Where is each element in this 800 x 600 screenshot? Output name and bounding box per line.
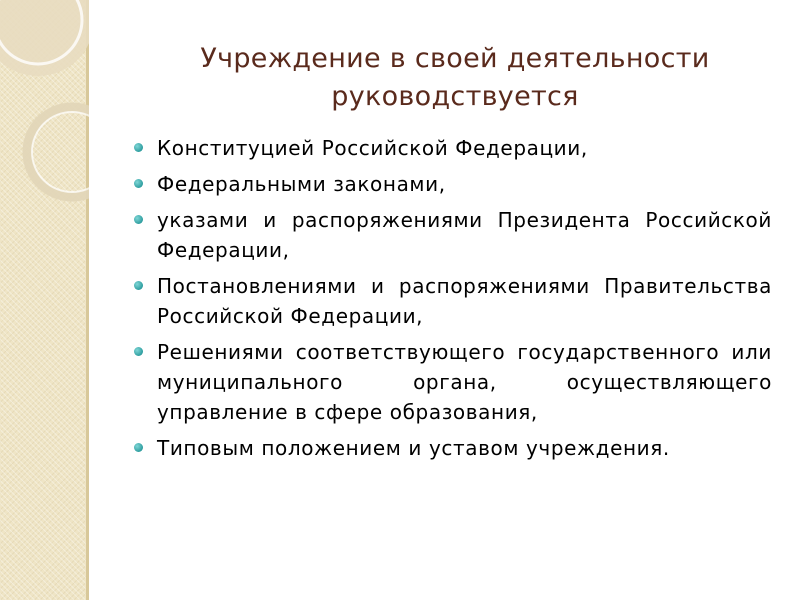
list-item <box>130 433 772 463</box>
bullet-text: Конституцией Российской Федерации, <box>157 136 588 160</box>
bullet-list <box>130 133 772 469</box>
list-item <box>130 205 772 265</box>
bullet-text: Типовым положением и уставом учреждения. <box>157 436 670 460</box>
bullet-text: Постановлениями и распоряжениями Правительства Российской Федерации, <box>157 274 772 328</box>
list-item <box>130 271 772 331</box>
decorative-circles <box>0 0 140 230</box>
bullet-dot-icon <box>134 143 143 152</box>
bullet-dot-icon <box>134 347 143 356</box>
bullet-dot-icon <box>134 443 143 452</box>
bullet-text: Федеральными законами, <box>157 172 446 196</box>
decor-ring-outer <box>27 107 117 197</box>
bullet-dot-icon <box>134 281 143 290</box>
bullet-dot-icon <box>134 215 143 224</box>
slide-title: Учреждение в своей деятельности руководствуется <box>200 43 710 112</box>
list-item <box>130 169 772 199</box>
decor-ring-highlight <box>32 112 112 192</box>
bullet-text: Решениями соответствующего государственного или муниципального органа, осуществляющего управление в сфере образования, <box>157 340 772 424</box>
bullet-dot-icon <box>134 179 143 188</box>
bullet-text: указами и распоряжениями Президента Российской Федерации, <box>157 208 772 262</box>
list-item <box>130 337 772 427</box>
list-item <box>130 133 772 163</box>
